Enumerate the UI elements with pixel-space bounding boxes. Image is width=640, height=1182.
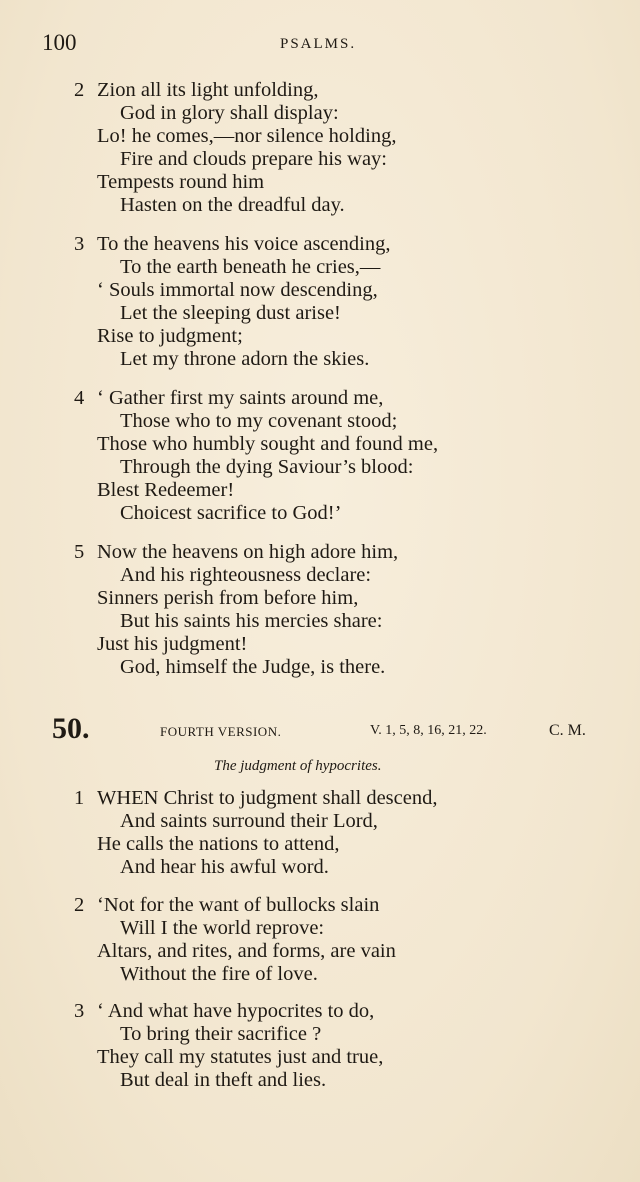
verse-line: Let the sleeping dust arise! [120,302,341,324]
verse-line: ‘Not for the want of bullocks slain [97,894,380,916]
verse-line: Tempests round him [97,171,265,193]
verse-line: Lo! he comes,—nor silence holding, [97,125,397,147]
verse-number: 3 [74,233,85,255]
verse-line: Let my throne adorn the skies. [120,348,370,370]
verse-line: And his righteousness declare: [120,564,372,586]
running-head: PSALMS. [280,36,357,52]
verse-line: Sinners perish from before him, [97,587,359,609]
verse-line: Fire and clouds prepare his way: [120,148,387,170]
verse-line: God, himself the Judge, is there. [120,656,386,678]
verse-line: Blest Redeemer! [97,479,235,501]
verse-line: But his saints his mercies share: [120,610,383,632]
verse-line: To bring their sacrifice ? [120,1023,322,1045]
verse-line: He calls the nations to attend, [97,833,340,855]
verse-line: Just his judgment! [97,633,248,655]
verse-line: Will I the world reprove: [120,917,325,939]
page-number: 100 [42,30,77,55]
verse-line: Altars, and rites, and forms, are vain [97,940,396,962]
verse-number: 3 [74,1000,85,1022]
hymn-subtitle: The judgment of hypocrites. [214,758,382,774]
verse-line: Zion all its light unfolding, [97,79,319,101]
verse-line: Hasten on the dreadful day. [120,194,345,216]
verse-number: 5 [74,541,85,563]
verse-line: And saints surround their Lord, [120,810,378,832]
hymn-verses-reference: V. 1, 5, 8, 16, 21, 22. [370,723,487,738]
verse-line: To the earth beneath he cries,— [120,256,381,278]
verse-line: WHEN Christ to judgment shall descend, [97,787,438,809]
page-header [42,30,552,60]
hymn-version: FOURTH VERSION. [160,724,282,739]
verse-line: God in glory shall display: [120,102,339,124]
verse-line: Rise to judgment; [97,325,243,347]
verse-line: Those who to my covenant stood; [120,410,398,432]
verse-line: But deal in theft and lies. [120,1069,327,1091]
hymn-header [52,712,602,750]
verse-line: ‘ Souls immortal now descending, [97,279,378,301]
hymn-number: 50. [52,712,90,745]
verse-number: 2 [74,894,85,916]
verse-number: 2 [74,79,85,101]
verse-line: Choicest sacrifice to God!’ [120,502,342,524]
verse-line: Through the dying Saviour’s blood: [120,456,414,478]
verse-line: To the heavens his voice ascending, [97,233,391,255]
verse-line: ‘ Gather first my saints around me, [97,387,384,409]
verse-number: 1 [74,787,85,809]
verse-line: Those who humbly sought and found me, [97,433,439,455]
verse-line: Now the heavens on high adore him, [97,541,399,563]
verse-line: ‘ And what have hypocrites to do, [97,1000,375,1022]
verse-line: And hear his awful word. [120,856,329,878]
verse-line: Without the fire of love. [120,963,318,985]
verse-line: They call my statutes just and true, [97,1046,384,1068]
verse-number: 4 [74,387,85,409]
hymn-meter: C. M. [549,722,586,739]
